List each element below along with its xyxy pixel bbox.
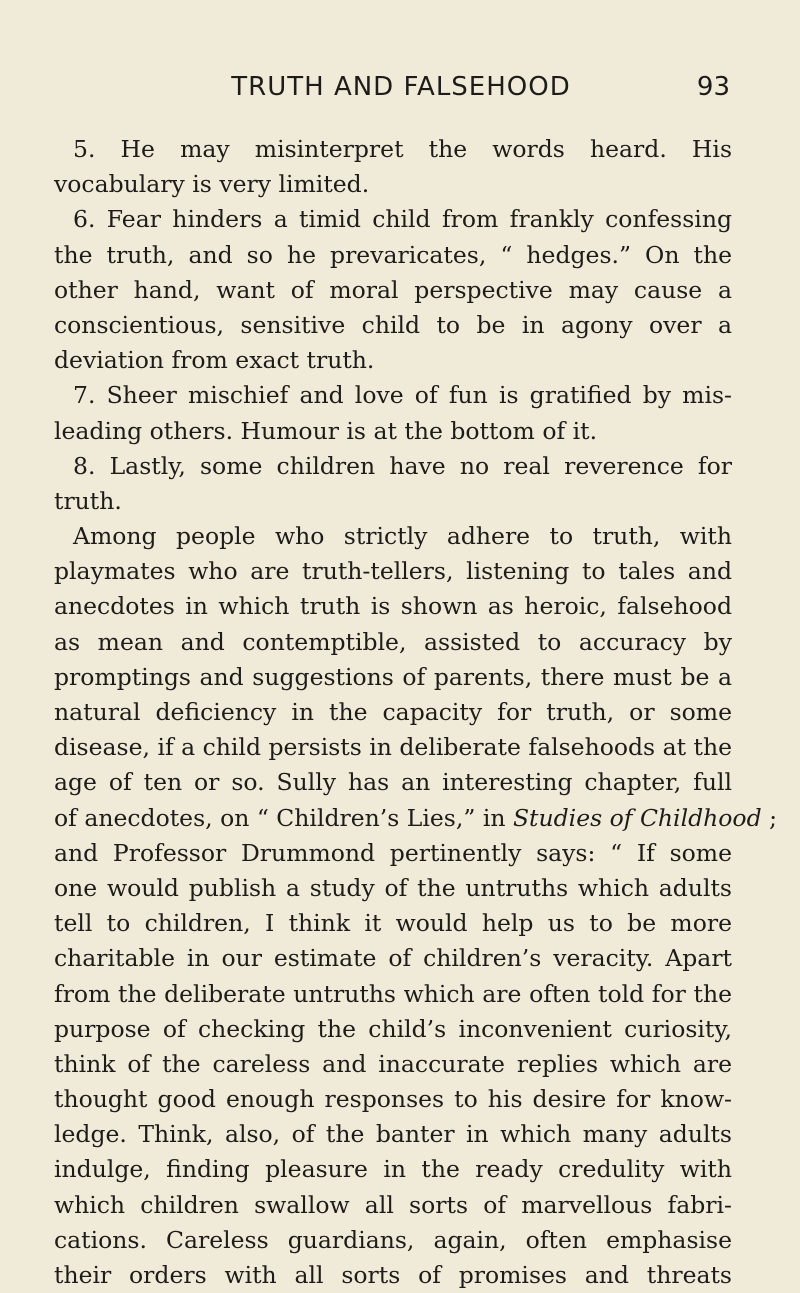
text-line: thought good enough responses to his desire for know- (54, 1085, 732, 1114)
text-line: other hand, want of moral perspective may cause a (54, 275, 732, 304)
text-line: disease, if a child persists in deliberate falsehoods at the (54, 733, 732, 762)
text-line: purpose of checking the child’s inconvenient curiosity, (54, 1014, 732, 1043)
text-segment: ; (761, 803, 777, 832)
text-line: from the deliberate untruths which are often told for the (54, 979, 732, 1008)
text-line: indulge, finding pleasure in the ready credulity with (54, 1155, 732, 1184)
text-line: leading others. Humour is at the bottom of it. (54, 416, 598, 445)
text-line: charitable in our estimate of children’s veracity. Apart (54, 944, 732, 973)
text-line: tell to children, I think it would help us to be more (54, 909, 732, 938)
text-line: deviation from exact truth. (54, 346, 375, 375)
text-line: playmates who are truth-tellers, listening to tales and (54, 557, 732, 586)
text-line: cations. Careless guardians, again, often emphasise (54, 1225, 732, 1254)
text-segment: of anecdotes, on “ Children’s Lies,” in (54, 803, 513, 832)
text-line: the truth, and so he prevaricates, “ hedges.” On the (54, 240, 732, 269)
text-line: promptings and suggestions of parents, there must be a (54, 662, 732, 691)
text-line: natural deficiency in the capacity for truth, or some (54, 698, 732, 726)
text-line: as mean and contemptible, assisted to accuracy by (54, 627, 732, 656)
page-number: 93 (696, 72, 730, 102)
text-line: 7. Sheer mischief and love of fun is gratified by mis- (73, 381, 732, 410)
body-text (54, 132, 777, 1293)
text-line: one would publish a study of the untruths which adults (54, 873, 732, 902)
text-line: their orders with all sorts of promises and threats (54, 1261, 732, 1289)
running-title: TRUTH AND FALSEHOOD (231, 72, 571, 102)
book-title: Studies of Childhood (512, 803, 762, 832)
text-line: truth. (54, 486, 122, 515)
text-line: and Professor Drummond pertinently says: “ If some (54, 838, 732, 867)
text-line-with-title (54, 801, 777, 836)
text-line: 5. He may misinterpret the words heard. His (73, 135, 732, 163)
text-line: vocabulary is very limited. (54, 170, 370, 199)
text-line: think of the careless and inaccurate replies which are (54, 1049, 732, 1078)
text-line: ledge. Think, also, of the banter in which many adults (54, 1120, 732, 1149)
text-line: which children swallow all sorts of marvellous fabri- (54, 1190, 732, 1219)
text-line: 6. Fear hinders a timid child from frankly confessing (73, 205, 732, 234)
text-line: age of ten or so. Sully has an interesting chapter, full (54, 768, 732, 797)
text-line: 8. Lastly, some children have no real reverence for (73, 451, 732, 480)
page-header (0, 72, 800, 112)
text-line: Among people who strictly adhere to truth, with (73, 522, 732, 551)
text-line: conscientious, sensitive child to be in agony over a (54, 310, 732, 339)
text-line: anecdotes in which truth is shown as heroic, falsehood (54, 592, 732, 621)
